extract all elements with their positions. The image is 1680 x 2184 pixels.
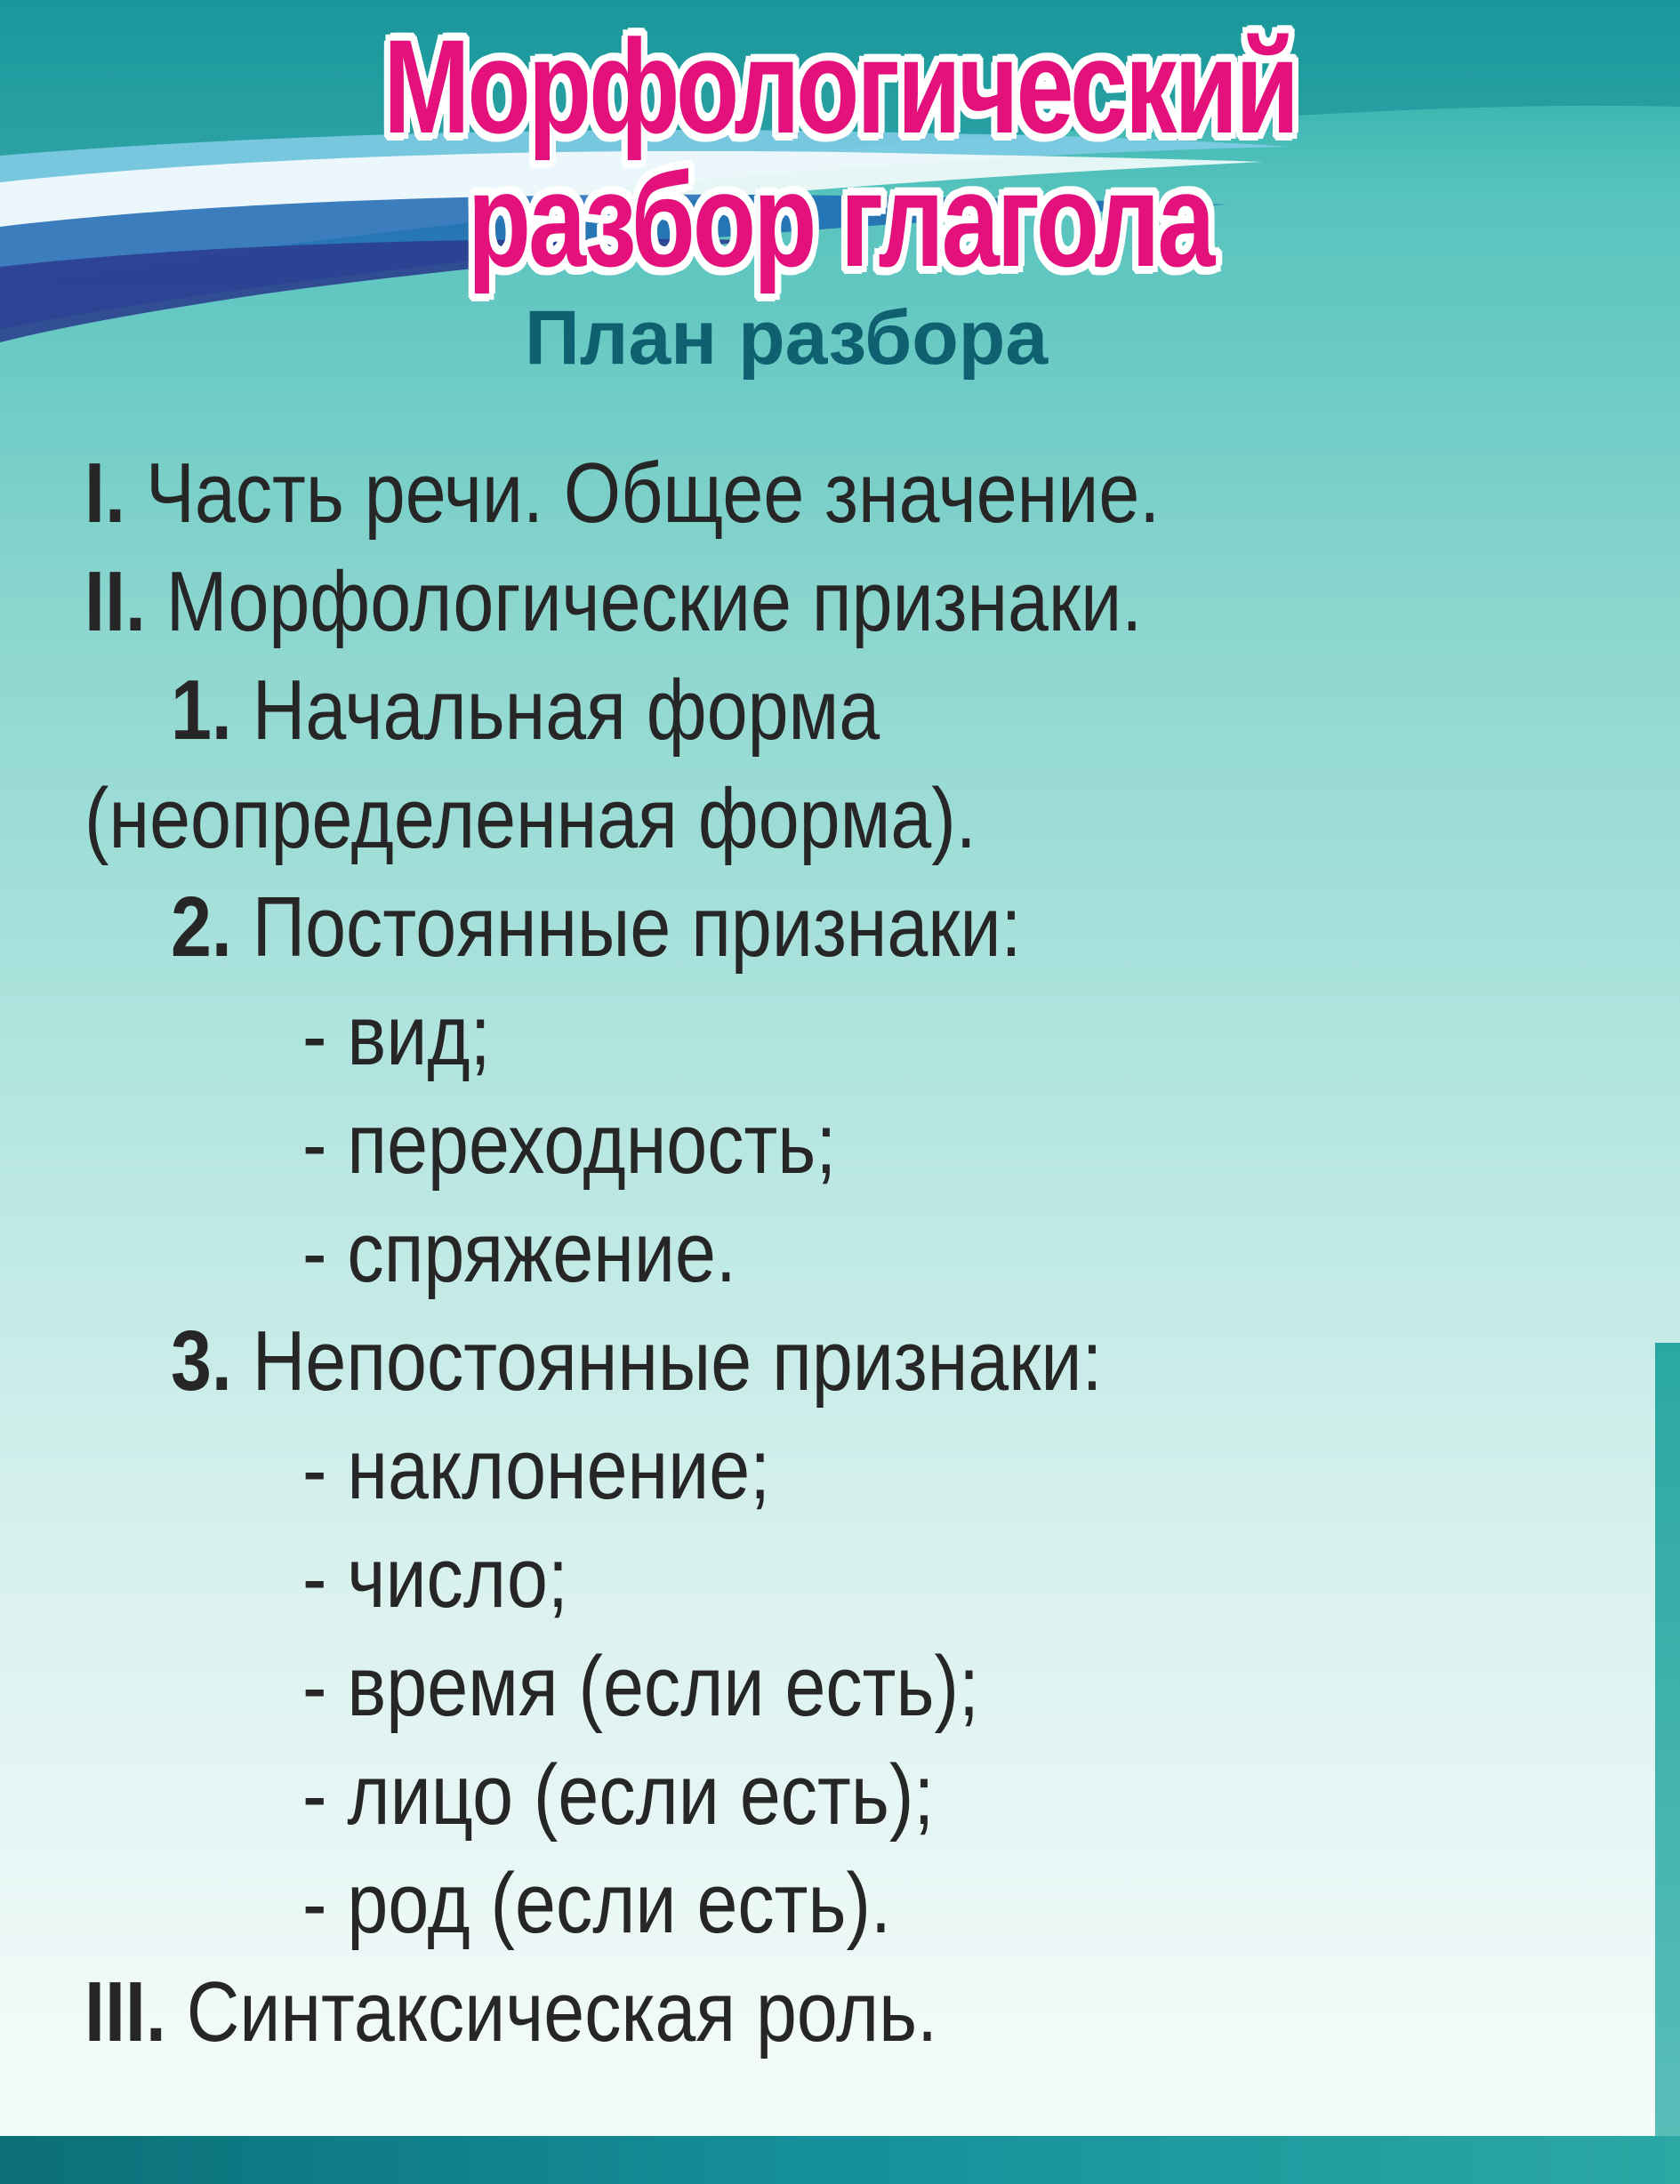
item-text: Начальная форма (231, 662, 880, 758)
item-text: - лицо (если есть); (302, 1747, 935, 1843)
item-marker: 2. (171, 879, 232, 975)
item-marker: 3. (171, 1313, 232, 1409)
item-text: - переходность; (302, 1096, 837, 1192)
item-marker: III. (84, 1964, 166, 2060)
right-decorative-strip (1655, 1343, 1680, 2184)
poster-title (185, 12, 1495, 294)
item-text: Постоянные признаки: (231, 879, 1022, 975)
item-marker: I. (84, 446, 125, 541)
list-item (302, 1421, 770, 1519)
list-item (302, 1096, 836, 1193)
item-text: - вид; (302, 988, 491, 1083)
list-item (302, 1638, 979, 1736)
list-item (302, 1855, 891, 1953)
item-text: - спряжение. (302, 1205, 736, 1300)
item-text: Синтаксическая роль. (165, 1964, 938, 2060)
list-item (171, 1313, 1102, 1410)
poster-title-line-1: Морфологический (383, 12, 1297, 161)
list-item (84, 553, 1142, 651)
item-marker: II. (84, 554, 146, 649)
list-item (302, 1746, 934, 1844)
item-text: - время (если есть); (302, 1639, 979, 1734)
bottom-decorative-strip (0, 2136, 1680, 2184)
list-item (84, 770, 977, 868)
list-item (302, 1204, 736, 1302)
plan-heading: План разбора (525, 295, 1049, 381)
item-marker: 1. (171, 662, 232, 758)
item-text: Морфологические признаки. (145, 554, 1143, 649)
list-item (302, 987, 491, 1085)
item-text: - наклонение; (302, 1422, 771, 1517)
list-item (171, 879, 1021, 976)
list-item (84, 445, 1160, 542)
item-text: - число; (302, 1530, 568, 1626)
item-text: Часть речи. Общее значение. (125, 446, 1161, 541)
list-item (171, 662, 880, 759)
item-text: (неопределенная форма). (84, 771, 977, 866)
list-item (84, 1963, 937, 2061)
poster-title-line-2: разбор глагола (467, 145, 1213, 294)
item-text: - род (если есть). (302, 1856, 891, 1951)
list-item (302, 1530, 568, 1627)
item-text: Непостоянные признаки: (231, 1313, 1103, 1409)
